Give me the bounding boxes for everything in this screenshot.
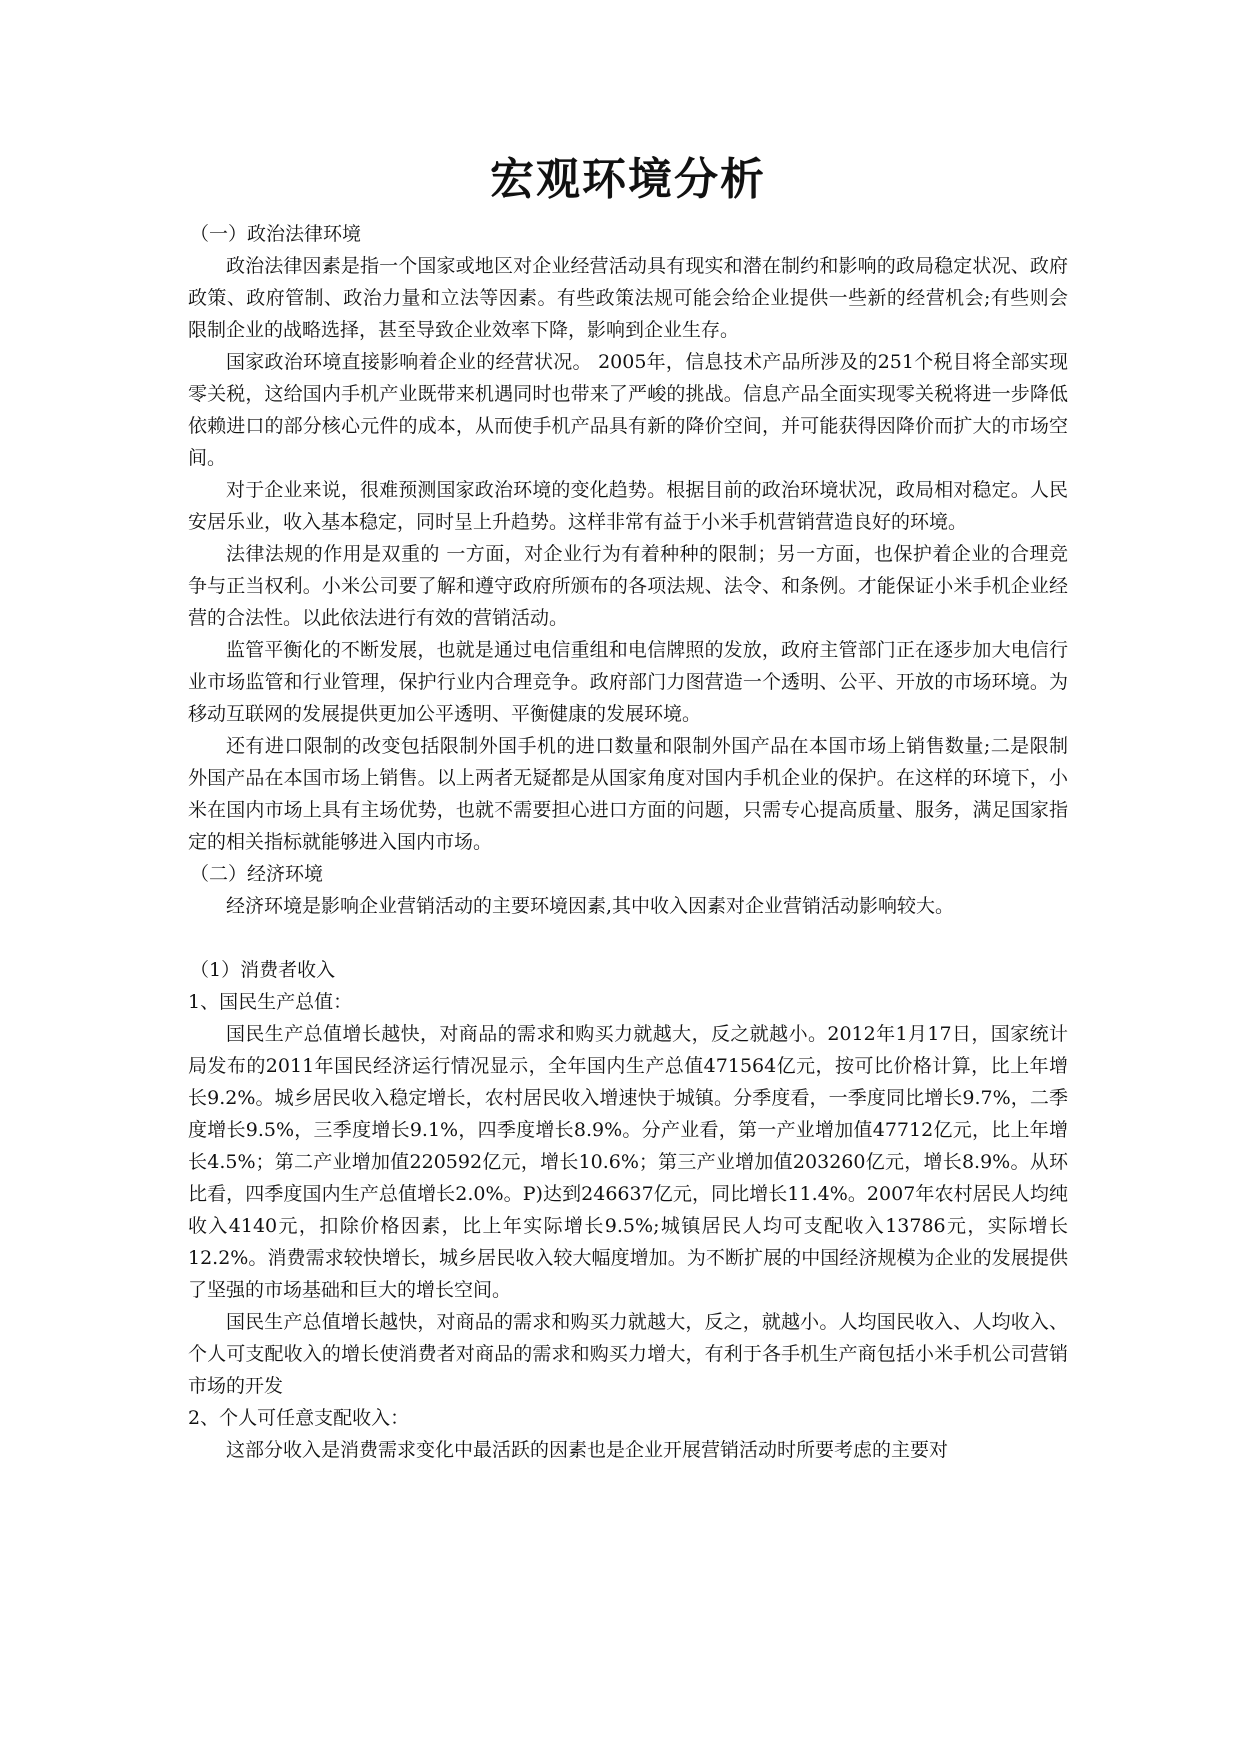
paragraph: 监管平衡化的不断发展，也就是通过电信重组和电信牌照的发放，政府主管部门正在逐步加大电信行业市场监管和行业管理，保护行业内合理竞争。政府部门力图营造一个透明、公平、开放的市场环境。为移动互联网的发展提供更加公平透明、平衡健康的发展环境。	[188, 639, 1068, 725]
paragraph: 这部分收入是消费需求变化中最活跃的因素也是企业开展营销活动时所要考虑的主要对	[226, 1439, 949, 1461]
item-heading-disposable-income: 2、个人可任意支配收入：	[188, 1407, 410, 1429]
section-heading-political: （一）政治法律环境	[190, 223, 362, 245]
paragraph: 国家政治环境直接影响着企业的经营状况。 2005年，信息技术产品所涉及的251个税目将全部实现零关税，这给国内手机产业既带来机遇同时也带来了严峻的挑战。信息产品全面实现零关税将进一步降低依赖进口的部分核心元件的成本，从而使手机产品具有新的降价空间，并可能获得因降价而扩大的市场空间。	[188, 351, 1068, 469]
section-heading-economic: （二）经济环境	[190, 863, 324, 885]
blank-line	[188, 922, 1068, 954]
paragraph: 法律法规的作用是双重的 一方面，对企业行为有着种种的限制；另一方面，也保护着企业的合理竞争与正当权利。小米公司要了解和遵守政府所颁布的各项法规、法令、和条例。才能保证小米手机企业经营的合法性。以此依法进行有效的营销活动。	[188, 543, 1068, 629]
paragraph: 国民生产总值增长越快，对商品的需求和购买力就越大，反之就越小。2012年1月17日，国家统计局发布的2011年国民经济运行情况显示，全年国内生产总值471564亿元，按可比价格计算，比上年增长9.2%。城乡居民收入稳定增长，农村居民收入增速快于城镇。分季度看，一季度同比增长9.7%，二季度增长9.5%，三季度增长9.1%，四季度增长8.9%。分产业看，第一产业增加值47712亿元，比上年增长4.5%；第二产业增加值220592亿元，增长10.6%；第三产业增加值203260亿元，增长8.9%。从环比看，四季度国内生产总值增长2.0%。P)达到246637亿元，同比增长11.4%。2007年农村居民人均纯收入4140元，扣除价格因素，比上年实际增长9.5%;城镇居民人均可支配收入13786元，实际增长12.2%。消费需求较快增长，城乡居民收入较大幅度增加。为不断扩展的中国经济规模为企业的发展提供了坚强的市场基础和巨大的增长空间。	[188, 1023, 1068, 1301]
paragraph: 国民生产总值增长越快，对商品的需求和购买力就越大，反之，就越小。人均国民收入、人均收入、个人可支配收入的增长使消费者对商品的需求和购买力增大，有利于各手机生产商包括小米手机公司营销市场的开发	[188, 1311, 1068, 1397]
document-page	[188, 150, 1068, 1466]
item-heading-gnp: 1、国民生产总值：	[188, 991, 353, 1013]
subsection-heading-consumer-income: （1）消费者收入	[190, 959, 336, 981]
paragraph: 经济环境是影响企业营销活动的主要环境因素,其中收入因素对企业营销活动影响较大。	[226, 895, 955, 917]
paragraph: 还有进口限制的改变包括限制外国手机的进口数量和限制外国产品在本国市场上销售数量;二是限制外国产品在本国市场上销售。以上两者无疑都是从国家角度对国内手机企业的保护。在这样的环境下，小米在国内市场上具有主场优势，也就不需要担心进口方面的问题，只需专心提高质量、服务，满足国家指定的相关指标就能够进入国内市场。	[188, 735, 1068, 853]
document-title: 宏观环境分析	[490, 154, 766, 205]
paragraph: 对于企业来说，很难预测国家政治环境的变化趋势。根据目前的政治环境状况，政局相对稳定。人民安居乐业，收入基本稳定，同时呈上升趋势。这样非常有益于小米手机营销营造良好的环境。	[188, 479, 1068, 533]
paragraph: 政治法律因素是指一个国家或地区对企业经营活动具有现实和潜在制约和影响的政局稳定状况、政府政策、政府管制、政治力量和立法等因素。有些政策法规可能会给企业提供一些新的经营机会;有些则会限制企业的战略选择，甚至导致企业效率下降，影响到企业生存。	[188, 255, 1068, 341]
